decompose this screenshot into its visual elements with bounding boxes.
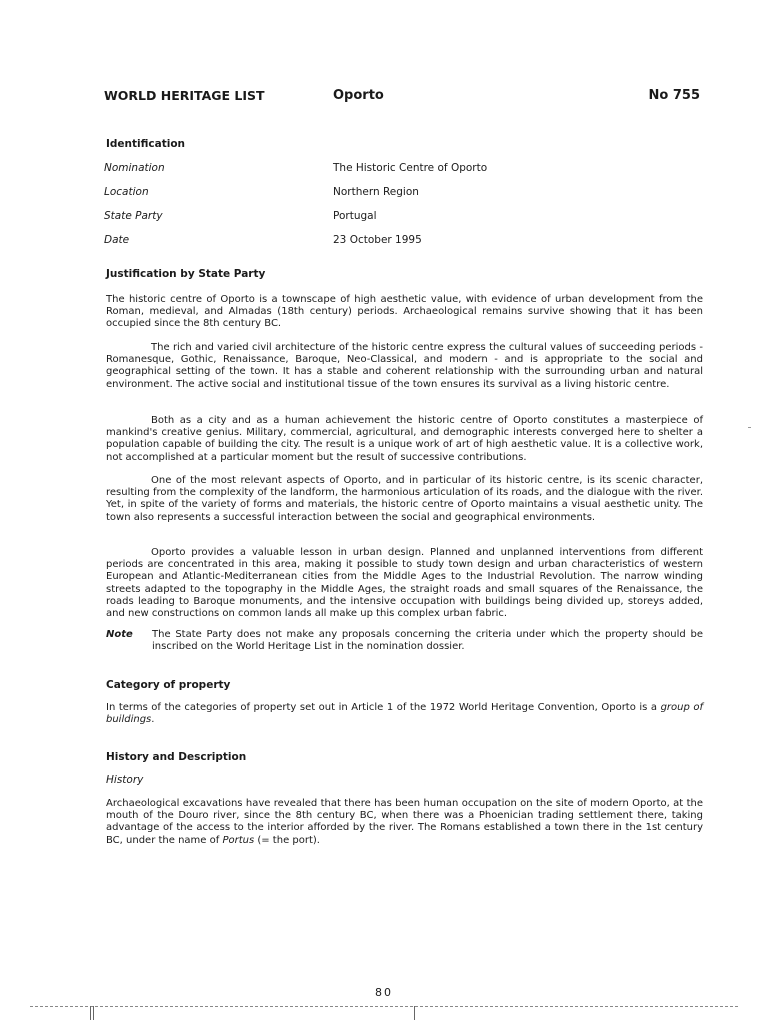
justification-heading: Justification by State Party — [106, 268, 266, 280]
date-value: 23 October 1995 — [333, 234, 422, 246]
history-text-start: Archaeological excavations have revealed that there has been human occupation on the site of modern Oporto, at the mouth of the Douro river, since the 8th century BC, when there was a Phoenician trading settlement there, taking advantage of the access to the interior afforded by the river. The Romans established a town there in the 1st century BC, under the name of — [106, 798, 703, 846]
identification-heading: Identification — [106, 138, 186, 150]
nomination-value: The Historic Centre of Oporto — [333, 162, 488, 174]
category-type: group of buildings — [106, 702, 703, 726]
note-label: Note — [106, 629, 133, 640]
footer-tick-left — [90, 1006, 91, 1020]
history-description-heading: History and Description — [106, 751, 247, 763]
state-party-label: State Party — [104, 210, 163, 222]
justification-paragraph-3: Both as a city and as a human achievement the historic centre of Oporto constitutes a masterpiece of mankind's creative genius. Military, commercial, agricultural, and demographic interests converged here to shelter a population capable of building the city. The result is a unique work of art of high aesthetic value. It is a collective work, not accomplished at a particular moment but the result of successive contributions. — [106, 415, 703, 463]
justification-paragraph-5: Oporto provides a valuable lesson in urban design. Planned and unplanned interventions from different periods are concentrated in this area, making it possible to study town design and urban characteristics of western European and Atlantic-Mediterranean cities from the Middle Ages to the Industrial Revolution. The narrow winding streets adapted to the topography in the Middle Ages, the straight roads and small squares of the Renaissance, the roads leading to Baroque monuments, and the intensive occupation with buildings being divided up, storeys added, and new constructions on common lands all make up this complex urban fabric. — [106, 547, 703, 620]
footer-tick-left-2 — [93, 1006, 94, 1020]
list-title: WORLD HERITAGE LIST — [104, 88, 265, 103]
justification-paragraph-4: One of the most relevant aspects of Oporto, and in particular of its historic centre, is its scenic character, resulting from the complexity of the landform, the harmonious articulation of its roads, and the dialogue with the river. Yet, in spite of the variety of forms and materials, the historic centre of Oporto maintains a visual aesthetic unity. The town also represents a successful interaction between the social and geographical environments. — [106, 475, 703, 523]
page-header — [104, 88, 702, 106]
state-party-value: Portugal — [333, 210, 377, 222]
date-label: Date — [104, 234, 130, 246]
history-subheading: History — [106, 774, 144, 786]
nomination-label: Nomination — [104, 162, 165, 174]
history-text-end: (= the port). — [254, 834, 320, 846]
scan-mark — [748, 427, 751, 428]
roman-name: Portus — [222, 834, 255, 846]
page-number: 80 — [375, 986, 393, 999]
location-label: Location — [104, 186, 149, 198]
category-text-end: . — [151, 714, 155, 726]
category-text-start: In terms of the categories of property set out in Article 1 of the 1972 World Heritage Convention, Oporto is a — [106, 702, 661, 713]
category-text — [106, 702, 703, 726]
justification-paragraph-2: The rich and varied civil architecture of the historic centre express the cultural values of succeeding periods - Romanesque, Gothic, Renaissance, Baroque, Neo-Classical, and modern - and is appropriate to the social and geographical setting of the town. It has a stable and coherent relationship with the surrounding urban and natural environment. The active social and institutional tissue of the town ensures its survival as a living historic centre. — [106, 342, 703, 390]
note-text: The State Party does not make any proposals concerning the criteria under which the property should be inscribed on the World Heritage List in the nomination dossier. — [152, 629, 703, 653]
history-paragraph — [106, 798, 703, 847]
site-number: No 755 — [648, 88, 700, 103]
site-name: Oporto — [333, 88, 384, 103]
location-value: Northern Region — [333, 186, 419, 198]
footer-rule — [30, 1006, 738, 1007]
footer-tick-center — [414, 1006, 415, 1020]
justification-paragraph-1: The historic centre of Oporto is a townscape of high aesthetic value, with evidence of urban development from the Roman, medieval, and Almadas (18th century) periods. Archaeological remains survive showing that it has been occupied since the 8th century BC. — [106, 294, 703, 330]
category-heading: Category of property — [106, 679, 231, 691]
